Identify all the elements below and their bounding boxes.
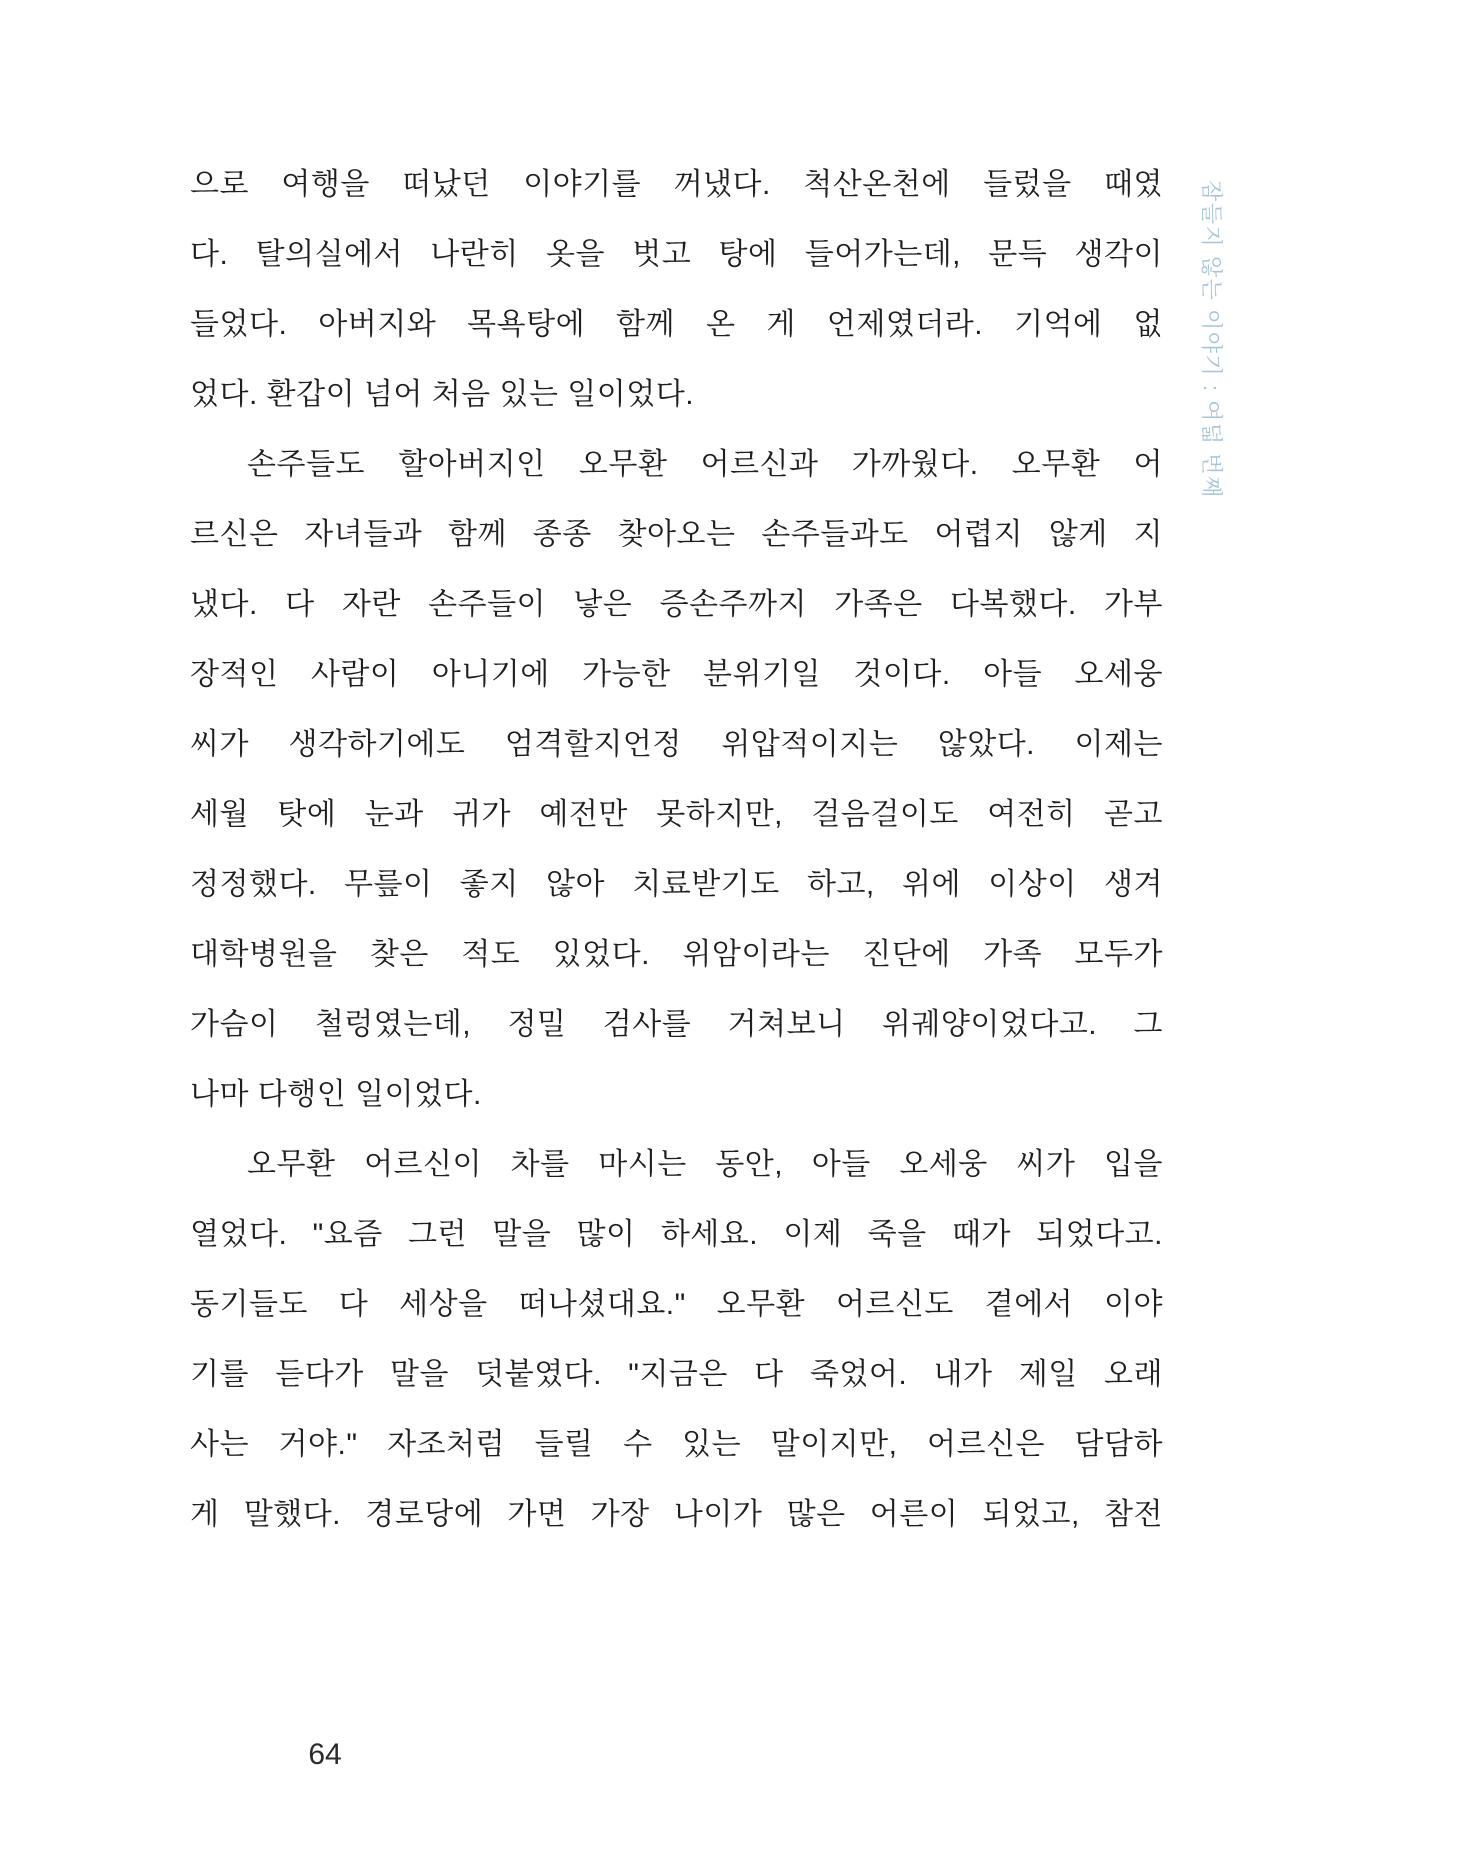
body-text [190,150,1163,1550]
text-line: 씨가 생각하기에도 엄격할지언정 위압적이지는 않았다. 이제는 [190,728,1163,761]
text-line: 었다. 환갑이 넘어 처음 있는 일이었다. [190,378,695,411]
text-line: 냈다. 다 자란 손주들이 낳은 증손주까지 가족은 다복했다. 가부 [190,588,1163,621]
text-line: 다. 탈의실에서 나란히 옷을 벗고 탕에 들어가는데, 문득 생각이 [190,238,1163,271]
text-line: 장적인 사람이 아니기에 가능한 분위기일 것이다. 아들 오세웅 [190,658,1163,691]
text-line: 동기들도 다 세상을 떠나셨대요." 오무환 어르신도 곁에서 이야 [190,1288,1163,1321]
text-line: 나마 다행인 일이었다. [190,1078,482,1111]
text-line: 손주들도 할아버지인 오무환 어르신과 가까웠다. 오무환 어 [247,448,1163,481]
text-line: 기를 듣다가 말을 덧붙였다. "지금은 다 죽었어. 내가 제일 오래 [190,1358,1163,1391]
text-line: 가슴이 철렁였는데, 정밀 검사를 거쳐보니 위궤양이었다고. 그 [190,1008,1163,1041]
text-line: 열었다. "요즘 그런 말을 많이 하세요. 이제 죽을 때가 되었다고. [190,1218,1163,1251]
text-line: 세월 탓에 눈과 귀가 예전만 못하지만, 걸음걸이도 여전히 곧고 [190,798,1163,831]
text-line: 으로 여행을 떠났던 이야기를 꺼냈다. 척산온천에 들렀을 때였 [190,168,1163,201]
text-line: 르신은 자녀들과 함께 종종 찾아오는 손주들과도 어렵지 않게 지 [190,518,1163,551]
text-line: 들었다. 아버지와 목욕탕에 함께 온 게 언제였더라. 기억에 없 [190,308,1163,341]
text-line: 오무환 어르신이 차를 마시는 동안, 아들 오세웅 씨가 입을 [247,1148,1163,1181]
text-line: 대학병원을 찾은 적도 있었다. 위암이라는 진단에 가족 모두가 [190,938,1163,971]
text-line: 게 말했다. 경로당에 가면 가장 나이가 많은 어른이 되었고, 참전 [190,1498,1163,1531]
text-line: 정정했다. 무릎이 좋지 않아 치료받기도 하고, 위에 이상이 생겨 [190,868,1163,901]
page-number: 64 [308,1738,342,1771]
chapter-side-caption: 잠들지 않는 이야기 : 여덟 번째 [1199,180,1224,499]
text-line: 사는 거야." 자조처럼 들릴 수 있는 말이지만, 어르신은 담담하 [190,1428,1163,1461]
